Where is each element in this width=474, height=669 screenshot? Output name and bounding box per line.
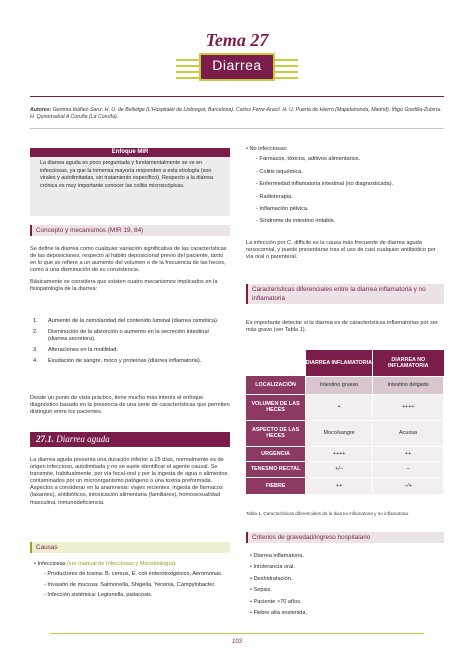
header-divider bbox=[30, 96, 444, 97]
mechanism-item: 3. Alteraciones en la motilidad. bbox=[33, 347, 118, 354]
enfoque-text: La diarrea aguda es poco preguntada y fundamentalmente se ve en infecciosas, ya que la inmensa mayoría responden a esta etiología (son virales y autolimitadas, sin tratamiento específico). Respecto a la diarrea crónica es muy importante conocer las colitis microscópicas. bbox=[40, 160, 214, 189]
section-title: Diarrea aguda bbox=[56, 434, 110, 444]
causas-infecciosas: • Infecciosas (ver manual de Infecciosas y Microbiología): bbox=[34, 561, 177, 567]
concepto-body bbox=[30, 246, 230, 294]
page-number: 103 bbox=[231, 639, 242, 645]
authors-divider bbox=[30, 128, 444, 129]
list-item: • Sepsis. bbox=[250, 587, 272, 594]
aguda-body bbox=[30, 457, 230, 507]
list-item: - Síndrome de intestino irritable. bbox=[256, 218, 336, 225]
list-item: • Diarrea inflamatoria. bbox=[250, 553, 304, 559]
caracteristicas-body bbox=[246, 320, 444, 334]
concepto-p2: Básicamente se considera que existen cuatro mecanismos implicados en la fisiopatología de la diarrea: bbox=[30, 279, 218, 293]
cdiff-text: La infección por C. difficile es la causa más frecuente de diarrea aguda nosocomial, y puede presentarse tras el uso de casi cualquier antibiótico por vía oral o parenteral. bbox=[246, 240, 436, 261]
criterios-list bbox=[250, 553, 444, 617]
mechanism-list bbox=[33, 318, 228, 365]
enfoque-box bbox=[30, 148, 230, 216]
causas-reference-link[interactable]: (ver manual de Infecciosas y Microbiología) bbox=[67, 561, 175, 567]
table-row: VOLUMEN DE LAS HECES + ++++ bbox=[246, 394, 444, 420]
table-header-inflamatoria: DIARREA INFLAMATORIA bbox=[306, 350, 373, 376]
section-criterios: Criterios de gravedad/ingreso hospitalario bbox=[246, 532, 444, 543]
noinf-label: • No infecciosas: bbox=[246, 146, 288, 152]
concepto-p1: Se define la diarrea como cualquier variación significativa de las características de las deposiciones, respecto al hábito deposicional previo del paciente, tanto en lo que se refiere a un aumento del volumen o de la frecuencia de las heces, como a una disminución de su consistencia. bbox=[30, 246, 227, 274]
table-row: TENESMO RECTAL +/− − bbox=[246, 461, 444, 477]
table-header-no-inflamatoria: DIARREA NO INFLAMATORIA bbox=[373, 350, 444, 376]
table-header-row bbox=[246, 350, 444, 376]
list-item: • Fiebre alta sostenida. bbox=[250, 610, 307, 617]
authors-label: Autores: bbox=[30, 107, 52, 113]
authors-text: Gemma Ibáñez-Sanz. H. U. de Bellvitge (L'Hospitalet de Llobregat, Barcelona). Carlos Ferre-Aracil. H. U. Puerta de Hierro (Majadahonda, Madrid). Íñigo Gredilla-Zubiría. H. Quirónsalud A Coruña (La Coruña). bbox=[30, 107, 442, 121]
mechanism-item: 1. Aumento de la osmolaridad del contenido luminal (diarrea osmótica). bbox=[33, 318, 219, 324]
table-caption: Tabla 1. Características diferenciales de la diarrea inflamatoria y no inflamatoria. bbox=[246, 511, 410, 516]
section-27-1 bbox=[30, 432, 230, 447]
list-item: - Invasión de mucosa: Salmonella, Shigella, Yersinia, Campylobacter. bbox=[44, 581, 216, 588]
list-item: • Deshidratación. bbox=[250, 575, 293, 582]
list-item: - Colitis isquémica. bbox=[256, 168, 303, 175]
section-concepto: Concepto y mecanismos (MIR 19, 84) bbox=[30, 225, 230, 236]
noinf-sublist bbox=[246, 156, 444, 225]
causas-list bbox=[34, 561, 230, 600]
list-item: - Productores de toxina: B. cereus, E. coli enterotoxigénico, Aeromonas. bbox=[44, 571, 223, 578]
list-item: - Infección sistémica: Legionella, psitacosis. bbox=[44, 592, 153, 599]
chapter-number: Tema 27 bbox=[205, 30, 269, 50]
chapter-title: Diarrea bbox=[212, 57, 262, 73]
concepto-p3: Desde un punto de vista práctico, tiene mucho más interés el enfoque diagnóstico basado en la presencia de una serie de características que permiten distinguir entre los pacientes. bbox=[30, 395, 230, 416]
comparison-table bbox=[246, 350, 444, 495]
list-item: • Intolerancia oral. bbox=[250, 564, 295, 571]
causas-sublist bbox=[34, 571, 230, 599]
concepto-p3-wrap bbox=[30, 395, 230, 416]
section-causas: Causas bbox=[30, 542, 230, 553]
table-row: FIEBRE ++ −/+ bbox=[246, 477, 444, 494]
authors-block bbox=[30, 107, 444, 122]
table-row: URGENCIA ++++ ++ bbox=[246, 446, 444, 461]
cdiff-wrap bbox=[246, 240, 444, 261]
mechanism-item: 4. Exudación de sangre, moco y proteínas (diarrea inflamatoria). bbox=[33, 358, 202, 365]
section-number: 27.1. bbox=[36, 434, 54, 444]
aguda-p1: La diarrea aguda presenta una duración inferior a 15 días, normalmente es de origen infeccioso, autolimitada y no se suele identificar el agente causal. Se transmite, habitualmente, por vía fecal-oral y por la ingesta de agua o alimentos contaminados por un microorganismo patógeno o una toxina preformada. Aspectos a considerar en la anamnesis: viajes recientes, ingesta de fármacos (laxantes), antibióticos, intoxicación alimentaria (familiares), homosexualidad masculina, inmunodeficiencia. bbox=[30, 457, 228, 506]
table-row: ASPECTO DE LAS HECES Moco/sangre Acuosa bbox=[246, 420, 444, 446]
enfoque-title: Enfoque MIR bbox=[30, 148, 230, 157]
list-item: • Paciente >70 años. bbox=[250, 598, 302, 605]
table-row: LOCALIZACIÓN Intestino grueso Intestino delgado bbox=[246, 376, 444, 394]
section-caracteristicas: Características diferenciales entre la diarrea inflamatoria y no inflamatoria bbox=[246, 284, 444, 304]
footer-divider bbox=[50, 633, 424, 634]
caracteristicas-text: Es importante detectar si la diarrea es de características inflamatorias por ser más grave (ver Tabla 1). bbox=[246, 320, 438, 334]
list-item: - Fármacos, tóxicos, aditivos alimentarios. bbox=[256, 156, 361, 163]
list-item: - Enfermedad inflamatoria intestinal (no diagnosticada). bbox=[256, 181, 394, 188]
list-item: - Radioterapia. bbox=[256, 193, 293, 200]
noinf-list bbox=[246, 146, 444, 226]
list-item: - Inflamación pélvica. bbox=[256, 206, 309, 213]
mechanism-item: 2. Disminución de la absorción o aumento en la secreción intestinal (diarrea secretora). bbox=[33, 329, 209, 343]
